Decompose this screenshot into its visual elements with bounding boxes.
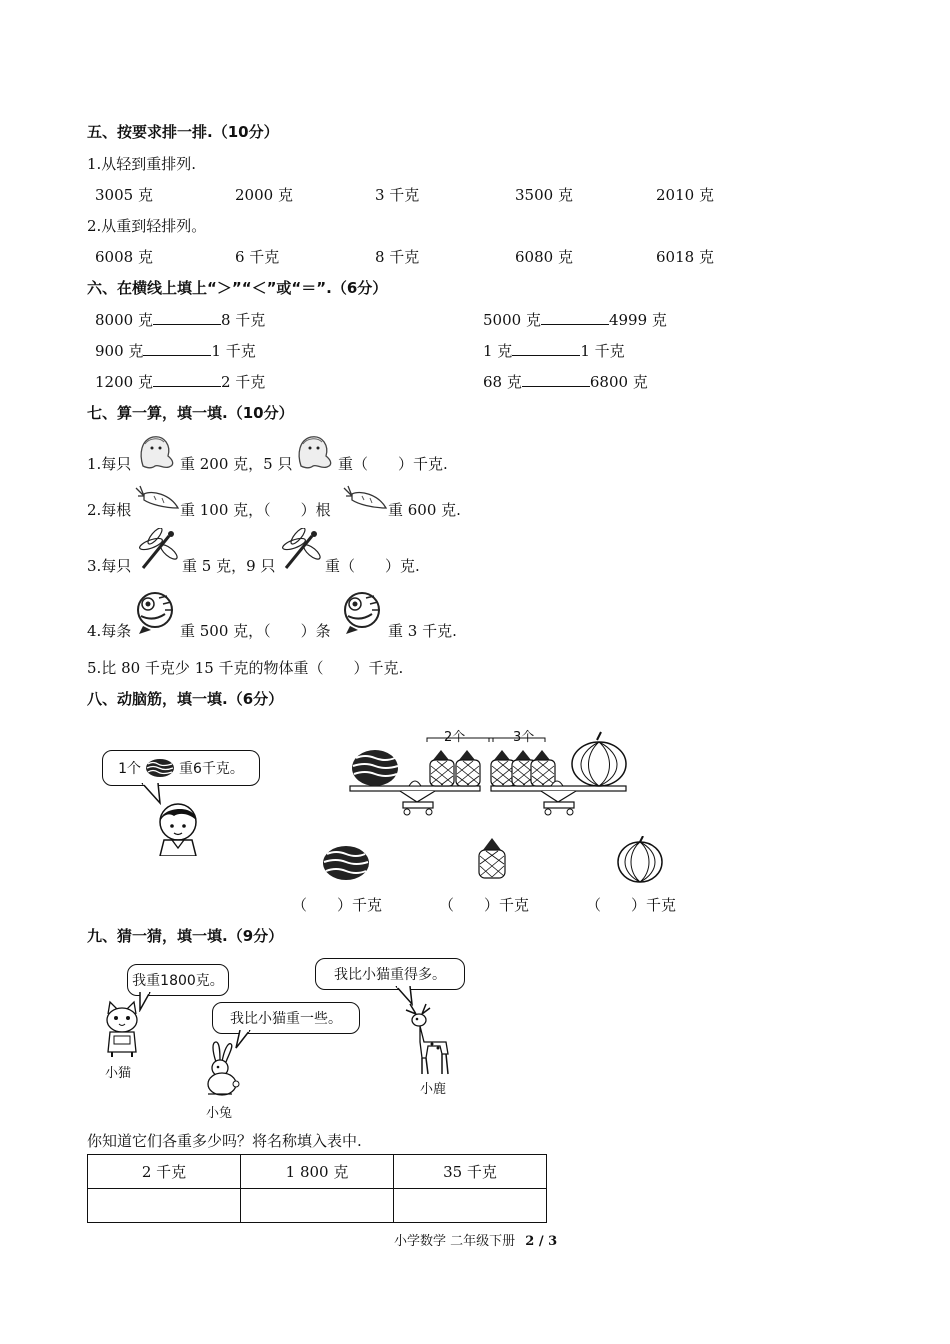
compare-row (95, 340, 256, 361)
q7-2-text-b: 重 100 克，（ ）根 (180, 501, 331, 519)
q7-4-text-c: 重 3 千克. (388, 622, 457, 640)
cat-label: 小猫 (105, 1066, 132, 1081)
boy-icon (152, 800, 204, 856)
q7-4-text-b: 重 500 克，（ ）条 (180, 622, 331, 640)
weight-answer-table (87, 1154, 547, 1223)
ghost-icon (133, 432, 177, 472)
compare-left: 8000 克 (95, 311, 153, 329)
bubble-text-b: 重6千克。 (179, 761, 244, 777)
compare-blank[interactable] (143, 342, 211, 356)
pineapple-icon (477, 838, 507, 880)
table-header-cell: 35 千克 (394, 1155, 547, 1189)
q7-2-text-c: 重 600 克. (388, 501, 461, 519)
rabbit-says: 我比小猫重一些。 (230, 1011, 342, 1027)
pineapple-answer: （ ）千克 (439, 896, 530, 914)
compare-left: 68 克 (483, 373, 522, 391)
q5-2-item: 6 千克 (235, 248, 280, 266)
watermelon-answer: （ ）千克 (292, 896, 383, 914)
compare-row (95, 309, 265, 330)
compare-row (483, 340, 625, 361)
compare-blank[interactable] (522, 373, 590, 387)
q7-3-text-c: 重（ ）克. (325, 557, 420, 575)
q7-1-text-c: 重（ ）千克. (338, 455, 448, 473)
q5-1-item: 3005 克 (95, 186, 153, 204)
compare-right: 8 千克 (220, 311, 266, 329)
section-9-title: 九、猜一猜，填一填.（9分） (87, 927, 284, 945)
section-9-prompt: 你知道它们各重多少吗？将名称填入表中. (87, 1132, 362, 1150)
compare-right: 1 千克 (580, 342, 625, 360)
compare-row (483, 371, 648, 392)
compare-left: 1 克 (483, 342, 513, 360)
compare-blank[interactable] (541, 311, 609, 325)
compare-left: 900 克 (95, 342, 144, 360)
q5-2-item: 8 千克 (375, 248, 420, 266)
compare-right: 6800 克 (589, 373, 648, 391)
pumpkin-icon (616, 836, 664, 884)
ghost-icon (291, 432, 335, 472)
watermelon-icon (322, 845, 370, 881)
q5-2-item: 6018 克 (656, 248, 714, 266)
q5-1-item: 3 千克 (375, 186, 420, 204)
table-answer-cell[interactable] (394, 1189, 547, 1223)
compare-left: 1200 克 (95, 373, 153, 391)
bubble-text-a: 1个 (118, 761, 141, 777)
q5-2-item: 6080 克 (515, 248, 573, 266)
carrot-icon (134, 484, 180, 512)
footer-page-number: 2 / 3 (525, 1234, 558, 1249)
cat-says: 我重1800克。 (132, 973, 224, 989)
q7-1-text-b: 重 200 克，5 只 (180, 455, 293, 473)
section-8-title: 八、动脑筋，填一填.（6分） (87, 690, 284, 708)
table-row (88, 1189, 547, 1223)
rabbit-icon (198, 1040, 244, 1098)
q5-1-item: 2010 克 (656, 186, 714, 204)
section-5-title: 五、按要求排一排.（10分） (87, 123, 279, 141)
pumpkin-answer: （ ）千克 (586, 896, 677, 914)
watermelon-icon (145, 758, 175, 778)
q5-1-item: 3500 克 (515, 186, 573, 204)
q5-2-item: 6008 克 (95, 248, 153, 266)
scale-1-count-label: 2个 (444, 730, 466, 745)
q7-2-text-a: 2.每根 (87, 501, 132, 519)
dragonfly-icon (276, 528, 322, 574)
scale-2-count-label: 3个 (513, 730, 535, 745)
fish-icon (133, 588, 179, 636)
dragonfly-icon (133, 528, 179, 574)
table-header-cell: 2 千克 (88, 1155, 241, 1189)
deer-says: 我比小猫重得多。 (334, 967, 446, 983)
table-header-row (88, 1155, 547, 1189)
q7-5-text: 5.比 80 千克少 15 千克的物体重（ ）千克. (87, 659, 404, 677)
fish-icon (340, 588, 386, 636)
deer-icon (402, 1002, 458, 1076)
compare-right: 1 千克 (211, 342, 256, 360)
table-answer-cell[interactable] (88, 1189, 241, 1223)
compare-blank[interactable] (153, 311, 221, 325)
table-answer-cell[interactable] (241, 1189, 394, 1223)
q7-1-text-a: 1.每只 (87, 455, 132, 473)
q7-3-text-b: 重 5 克，9 只 (182, 557, 276, 575)
deer-label: 小鹿 (420, 1082, 447, 1097)
compare-blank[interactable] (512, 342, 580, 356)
q7-4-text-a: 4.每条 (87, 622, 132, 640)
boy-speech-bubble (102, 750, 260, 786)
q5-1-label: 1.从轻到重排列. (87, 155, 197, 173)
compare-right: 4999 克 (608, 311, 667, 329)
cat-icon (100, 1000, 144, 1058)
footer-text: 小学数学 二年级下册 (394, 1234, 516, 1249)
balance-scales-illustration (345, 730, 635, 820)
rabbit-label: 小兔 (206, 1106, 233, 1121)
q5-2-label: 2.从重到轻排列。 (87, 217, 207, 235)
compare-blank[interactable] (153, 373, 221, 387)
compare-right: 2 千克 (220, 373, 266, 391)
table-header-cell: 1 800 克 (241, 1155, 394, 1189)
compare-row (483, 309, 667, 330)
section-6-title: 六、在横线上填上“＞”“＜”或“＝”.（6分） (87, 279, 388, 297)
q5-1-item: 2000 克 (235, 186, 293, 204)
q7-3-text-a: 3.每只 (87, 557, 132, 575)
compare-left: 5000 克 (483, 311, 541, 329)
carrot-icon (342, 484, 388, 512)
page-footer (394, 1230, 557, 1249)
section-7-title: 七、算一算，填一填.（10分） (87, 404, 294, 422)
compare-row (95, 371, 265, 392)
deer-speech-bubble (315, 958, 465, 990)
